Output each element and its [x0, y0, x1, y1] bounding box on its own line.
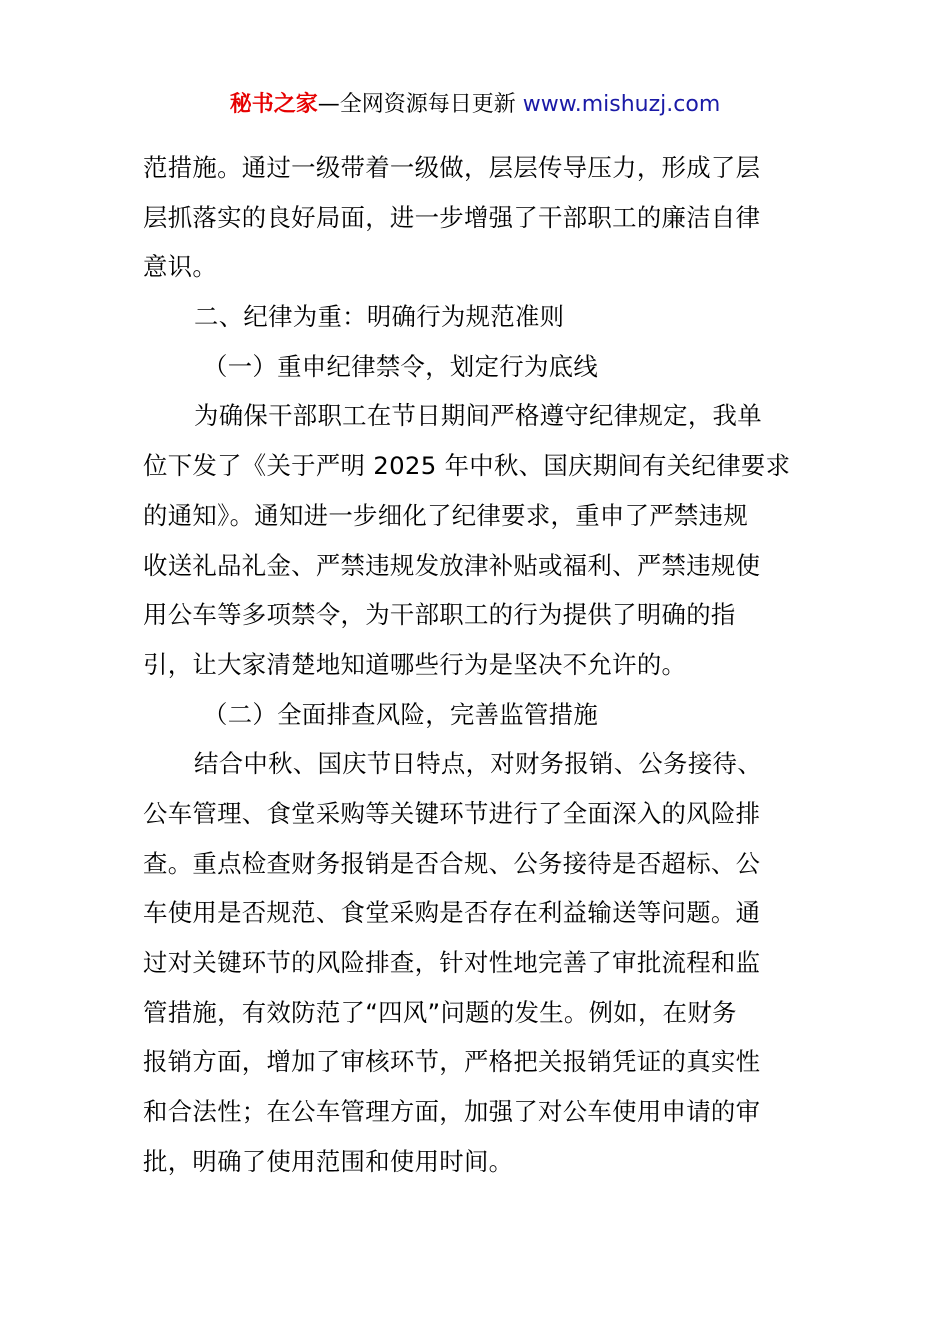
document-header — [0, 88, 950, 122]
body-line: 为确保干部职工在节日期间严格遵守纪律规定，我单 — [194, 401, 762, 431]
body-line: 报销方面，增加了审核环节，严格把关报销凭证的真实性 — [143, 1047, 761, 1077]
body-line: 车使用是否规范、食堂采购是否存在利益输送等问题。通 — [143, 898, 761, 928]
body-line: 和合法性；在公车管理方面，加强了对公车使用申请的审 — [143, 1097, 761, 1127]
body-line: 批，明确了使用范围和使用时间。 — [143, 1146, 514, 1176]
body-line: 结合中秋、国庆节日特点，对财务报销、公务接待、 — [194, 749, 762, 779]
body-line: 收送礼品礼金、严禁违规发放津补贴或福利、严禁违规使 — [143, 550, 761, 580]
body-line: 位下发了《关于严明 2025 年中秋、国庆期间有关纪律要求 — [143, 451, 791, 481]
header-slogan: —全网资源每日更新 — [317, 92, 516, 117]
section-heading: 二、纪律为重：明确行为规范准则 — [194, 302, 565, 332]
body-line: 管措施，有效防范了“四风”问题的发生。例如，在财务 — [143, 997, 737, 1027]
body-line: 引，让大家清楚地知道哪些行为是坚决不允许的。 — [143, 649, 687, 679]
header-brand: 秘书之家 — [229, 92, 318, 117]
header-url-link[interactable]: www.mishuzj.com — [522, 92, 721, 117]
body-line: 用公车等多项禁令，为干部职工的行为提供了明确的指 — [143, 600, 736, 630]
body-line: 公车管理、食堂采购等关键环节进行了全面深入的风险排 — [143, 798, 761, 828]
body-line: 查。重点检查财务报销是否合规、公务接待是否超标、公 — [143, 848, 761, 878]
subsection-heading: （二）全面排查风险，完善监管措施 — [203, 699, 599, 729]
body-line: 的通知》。通知进一步细化了纪律要求，重申了严禁违规 — [143, 500, 749, 530]
body-line: 范措施。通过一级带着一级做，层层传导压力，形成了层 — [143, 153, 761, 182]
body-line: 过对关键环节的风险排查，针对性地完善了审批流程和监 — [143, 948, 761, 977]
subsection-heading: （一）重申纪律禁令，划定行为底线 — [203, 351, 599, 381]
document-body — [143, 143, 807, 1186]
body-line: 意识。 — [143, 252, 218, 282]
body-line: 层抓落实的良好局面，进一步增强了干部职工的廉洁自律 — [143, 202, 761, 232]
